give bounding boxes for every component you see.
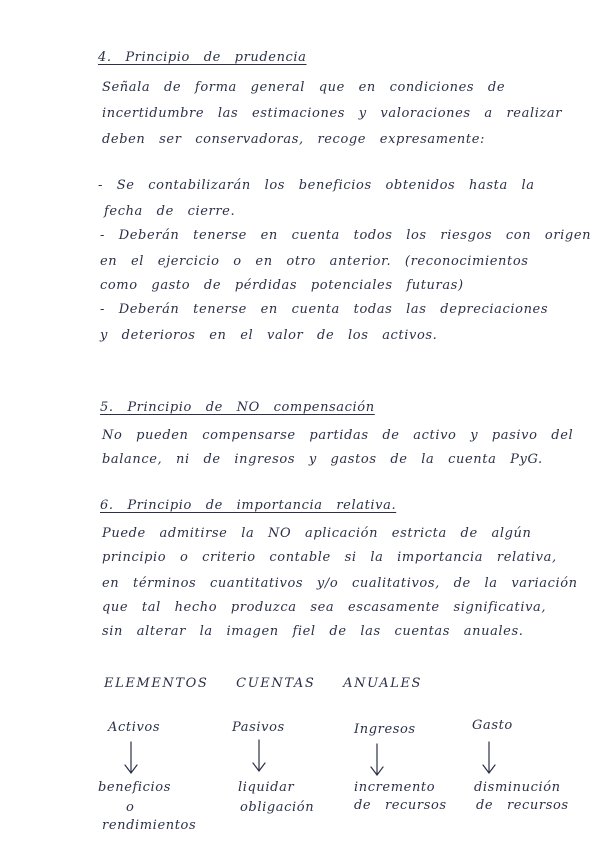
section4-bullet: y deterioros en el valor de los activos.: [100, 328, 438, 343]
section4-bullet: - Deberán tenerse en cuenta todas las depreciaciones: [100, 302, 549, 317]
down-arrow-icon: [480, 740, 498, 776]
section4-bullet: - Se contabilizarán los beneficios obtenidos hasta la: [98, 178, 535, 193]
element-desc-ingresos: de recursos: [354, 798, 447, 813]
element-desc-gasto: disminución: [474, 780, 561, 795]
down-arrow-icon: [122, 740, 140, 776]
element-label-pasivos: Pasivos: [232, 720, 285, 735]
element-desc-pasivos: liquidar: [238, 780, 295, 795]
section4-line: Señala de forma general que en condiciones de: [102, 80, 506, 95]
section6-line: Puede admitirse la NO aplicación estricta de algún: [102, 526, 532, 541]
section5-heading: 5. Principio de NO compensación: [100, 400, 375, 415]
section4-line: incertidumbre las estimaciones y valoraciones a realizar: [102, 106, 563, 121]
element-label-ingresos: Ingresos: [354, 722, 416, 737]
section4-heading: 4. Principio de prudencia: [98, 50, 307, 65]
section6-line: en términos cuantitativos y/o cualitativos, de la variación: [102, 576, 578, 591]
element-desc-activos: rendimientos: [102, 818, 197, 833]
section4-bullet: - Deberán tenerse en cuenta todos los riesgos con origen: [100, 228, 592, 243]
section5-line: balance, ni de ingresos y gastos de la cuenta PyG.: [102, 452, 543, 467]
section6-line: sin alterar la imagen fiel de las cuentas anuales.: [102, 624, 524, 639]
section4-bullet: como gasto de pérdidas potenciales futuras): [100, 278, 464, 293]
element-desc-activos: beneficios: [98, 780, 171, 795]
elements-title: ELEMENTOS CUENTAS ANUALES: [104, 676, 423, 691]
section4-line: deben ser conservadoras, recoge expresamente:: [102, 132, 485, 147]
element-desc-activos: o: [126, 800, 135, 815]
element-desc-gasto: de recursos: [476, 798, 569, 813]
section6-line: principio o criterio contable si la importancia relativa,: [102, 550, 557, 565]
element-label-gasto: Gasto: [472, 718, 513, 733]
down-arrow-icon: [368, 742, 386, 778]
element-label-activos: Activos: [108, 720, 161, 735]
section5-line: No pueden compensarse partidas de activo y pasivo del: [102, 428, 574, 443]
section4-bullet: en el ejercicio o en otro anterior. (reconocimientos: [100, 254, 529, 269]
section4-bullet: fecha de cierre.: [104, 204, 236, 219]
down-arrow-icon: [250, 738, 268, 774]
section6-heading: 6. Principio de importancia relativa.: [100, 498, 397, 513]
element-desc-ingresos: incremento: [354, 780, 436, 795]
element-desc-pasivos: obligación: [240, 800, 315, 815]
section6-line: que tal hecho produzca sea escasamente significativa,: [102, 600, 547, 615]
